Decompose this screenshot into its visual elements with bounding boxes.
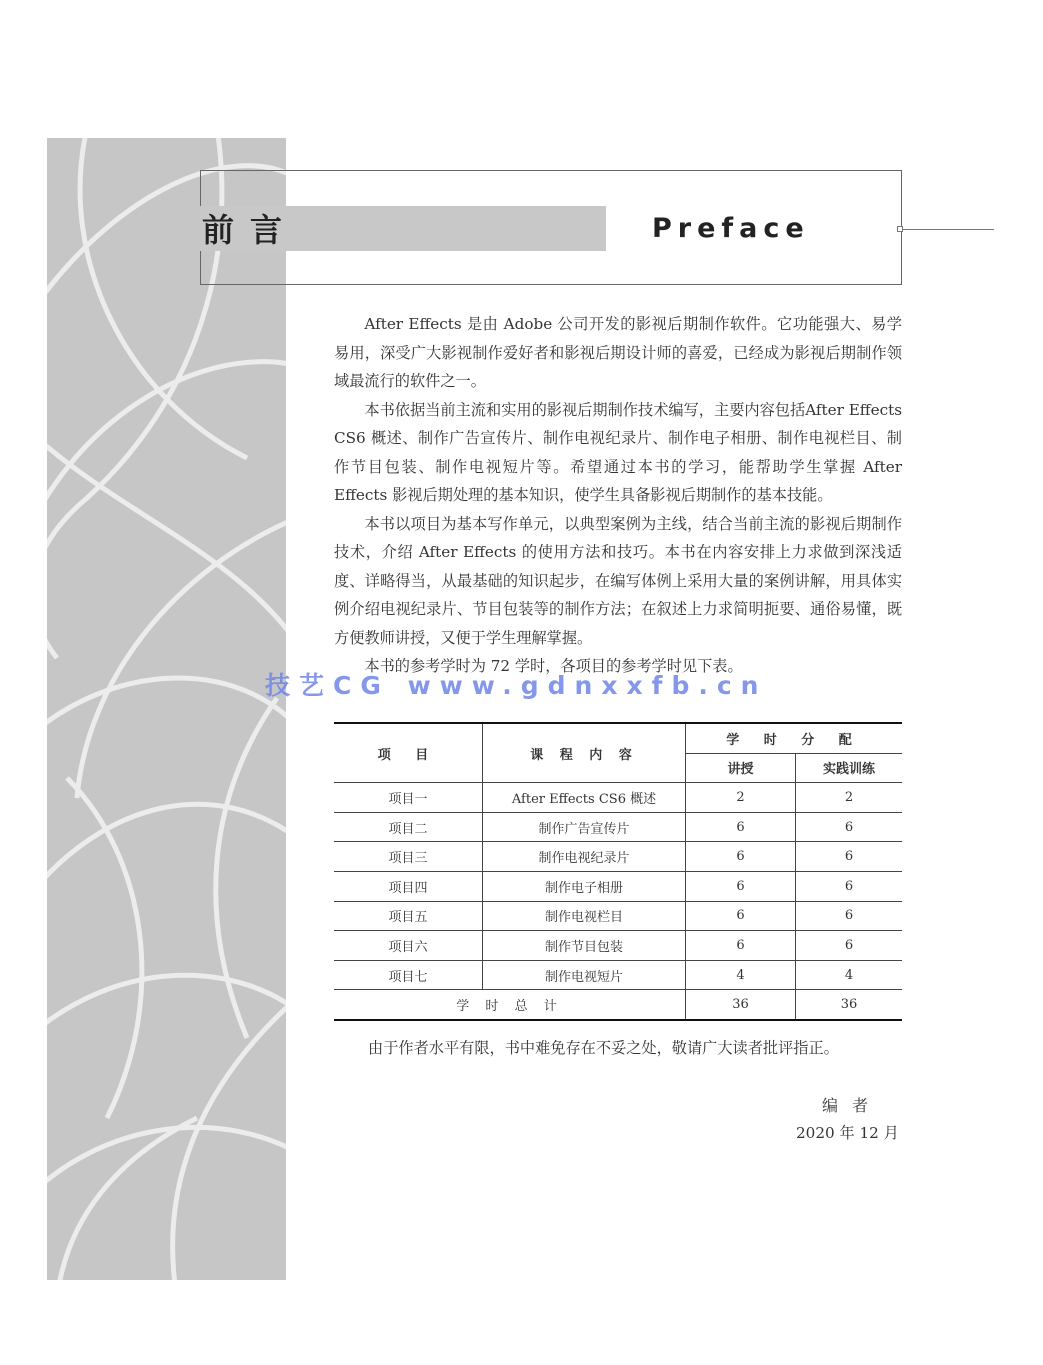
table-header-row — [334, 723, 902, 753]
decorative-side-panel — [47, 138, 286, 1280]
cell-lecture: 6 — [686, 842, 796, 872]
table-row — [334, 931, 902, 961]
header-connector-line — [900, 229, 994, 230]
preface-body — [334, 310, 902, 681]
cell-content: After Effects CS6 概述 — [483, 783, 686, 813]
table-total-row — [334, 990, 902, 1020]
cell-practice: 6 — [796, 931, 903, 961]
header-connector-knob — [897, 226, 903, 232]
table-row — [334, 871, 902, 901]
cell-project: 项目四 — [334, 871, 483, 901]
cell-lecture: 4 — [686, 960, 796, 990]
cell-total-label: 学 时 总 计 — [334, 990, 686, 1020]
paragraph-3: 本书以项目为基本写作单元，以典型案例为主线，结合当前主流的影视后期制作技术，介绍 After Effects 的使用方法和技巧。本书在内容安排上力求做到深浅适度、详略得当，从最基础的知识起步，在编写体例上采用大量的案例讲解，用具体实例介绍电视纪录片、节目包装等的制作方法；在叙述上力求简明扼要、通俗易懂，既方便教师讲授，又便于学生理解掌握。 — [334, 514, 902, 647]
table-row — [334, 812, 902, 842]
cell-lecture: 6 — [686, 871, 796, 901]
cell-practice: 4 — [796, 960, 903, 990]
cell-practice: 6 — [796, 812, 903, 842]
publication-date: 2020 年 12 月 — [796, 1124, 899, 1142]
cell-content: 制作节目包装 — [483, 931, 686, 961]
cell-content: 制作电子相册 — [483, 871, 686, 901]
cell-practice: 6 — [796, 871, 903, 901]
header-content: 课 程 内 容 — [483, 723, 686, 783]
table-row — [334, 783, 902, 813]
cell-project: 项目六 — [334, 931, 483, 961]
cell-practice: 6 — [796, 901, 903, 931]
table-row — [334, 842, 902, 872]
cell-practice: 6 — [796, 842, 903, 872]
paragraph-1: After Effects 是由 Adobe 公司开发的影视后期制作软件。它功能强大、易学易用，深受广大影视制作爱好者和影视后期设计师的喜爱，已经成为影视后期制作领域最流行的软件之一。 — [334, 315, 902, 390]
paragraph-4: 本书的参考学时为 72 学时，各项目的参考学时见下表。 — [364, 657, 743, 675]
decorative-loops — [47, 138, 286, 1280]
cell-project: 项目七 — [334, 960, 483, 990]
cell-total-lecture: 36 — [686, 990, 796, 1020]
cell-project: 项目五 — [334, 901, 483, 931]
cell-lecture: 2 — [686, 783, 796, 813]
cell-lecture: 6 — [686, 812, 796, 842]
cell-content: 制作广告宣传片 — [483, 812, 686, 842]
header-lecture: 讲授 — [686, 753, 796, 783]
closing-remark: 由于作者水平有限，书中难免存在不妥之处，敬请广大读者批评指正。 — [368, 1039, 839, 1057]
header-project: 项 目 — [334, 723, 483, 783]
cell-project: 项目一 — [334, 783, 483, 813]
cell-project: 项目二 — [334, 812, 483, 842]
course-hours-table — [334, 722, 902, 1021]
page-title-en: Preface — [652, 213, 810, 244]
table-row — [334, 901, 902, 931]
cell-practice: 2 — [796, 783, 903, 813]
cell-content: 制作电视栏目 — [483, 901, 686, 931]
page-title-cn: 前言 — [202, 211, 299, 249]
cell-content: 制作电视短片 — [483, 960, 686, 990]
cell-lecture: 6 — [686, 901, 796, 931]
table-row — [334, 960, 902, 990]
cell-lecture: 6 — [686, 931, 796, 961]
paragraph-2: 本书依据当前主流和实用的影视后期制作技术编写，主要内容包括After Effects CS6 概述、制作广告宣传片、制作电视纪录片、制作电子相册、制作电视栏目、制作节目包装、制作电视短片等。希望通过本书的学习，能帮助学生掌握 After Effects 影视后期处理的基本知识，使学生具备影视后期制作的基本技能。 — [334, 400, 902, 504]
watermark: 技艺CG www.gdnxxfb.cn — [265, 671, 768, 700]
header-practice: 实践训练 — [796, 753, 903, 783]
header-allocation: 学 时 分 配 — [686, 723, 903, 753]
cell-content: 制作电视纪录片 — [483, 842, 686, 872]
editor-signature: 编者 — [822, 1096, 883, 1115]
cell-total-practice: 36 — [796, 990, 903, 1020]
cell-project: 项目三 — [334, 842, 483, 872]
